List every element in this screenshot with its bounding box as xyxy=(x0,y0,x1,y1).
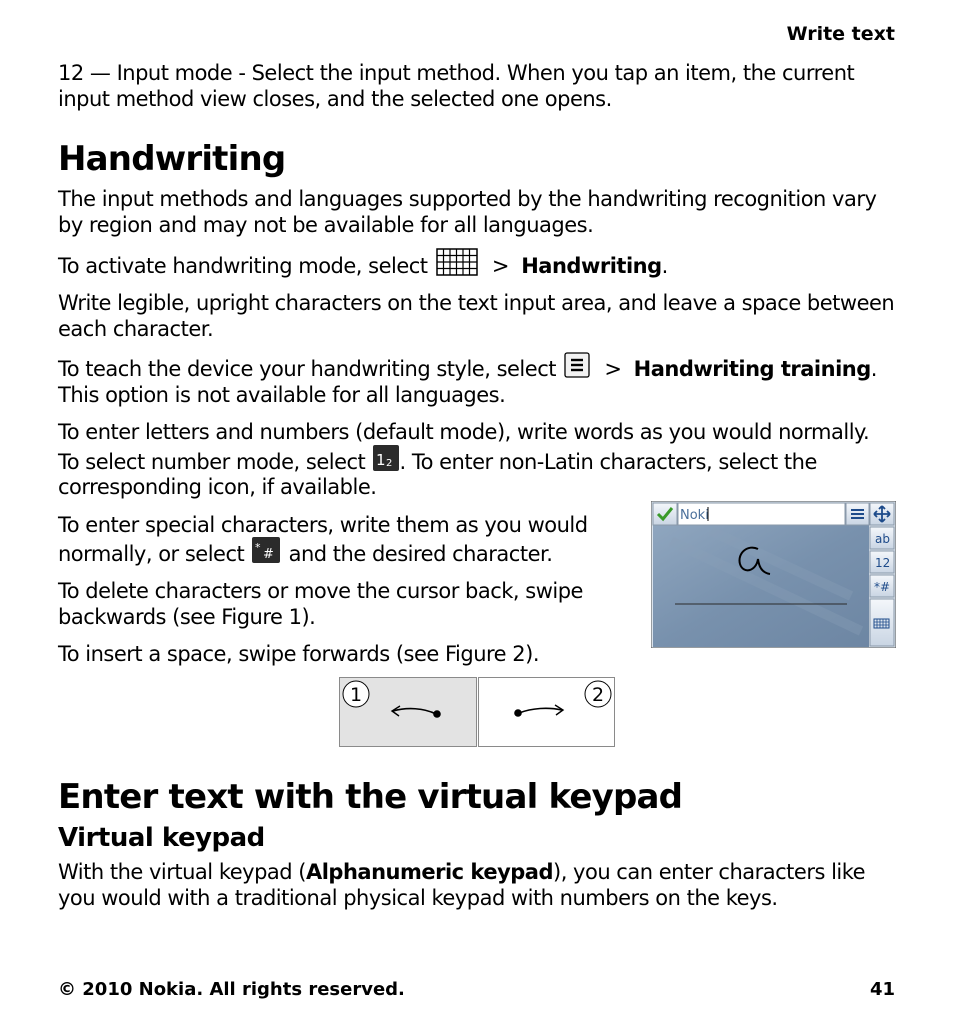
handwriting-p8: To insert a space, swipe forwards (see Figure 2). xyxy=(58,642,540,666)
section-title: Write text xyxy=(786,23,895,45)
intro-paragraph: 12 — Input mode - Select the input method. When you tap an item, the current input method view closes, and the selected one opens. xyxy=(58,61,855,111)
handwriting-p4-line2: This option is not available for all languages. xyxy=(58,383,506,407)
virtual-keypad-paragraph: With the virtual keypad (Alphanumeric keypad), you can enter characters like you would with a traditional physical keypad with numbers on the keys. xyxy=(58,860,866,910)
handwriting-p2: To activate handwriting mode, select > Handwriting. xyxy=(58,250,668,284)
svg-text:#: # xyxy=(263,547,274,562)
handwriting-heading: Handwriting xyxy=(58,139,286,179)
svg-text:2: 2 xyxy=(386,458,393,469)
handwriting-p1: The input methods and languages supported by the handwriting recognition vary by region and may not be available for all languages. xyxy=(58,187,877,237)
svg-text:1: 1 xyxy=(376,451,386,469)
figure-2-label: 2 xyxy=(591,684,605,706)
swipe-figures xyxy=(339,677,615,747)
handwriting-p5-line1: To enter letters and numbers (default mode), write words as you would normally. xyxy=(58,420,870,444)
special-characters-icon xyxy=(252,537,280,569)
side-button-special: *# xyxy=(874,580,891,594)
handwriting-field-text: Noki xyxy=(680,508,709,523)
side-button-ab: ab xyxy=(875,532,890,546)
handwriting-p4: To teach the device your handwriting style, select > Handwriting training. xyxy=(58,354,877,386)
handwriting-screen-illustration xyxy=(651,501,896,648)
copyright: © 2010 Nokia. All rights reserved. xyxy=(58,979,405,1000)
handwriting-p3: Write legible, upright characters on the text input area, and leave a space between each character. xyxy=(58,291,895,341)
number-mode-icon xyxy=(373,445,399,477)
virtual-keypad-subheading: Virtual keypad xyxy=(58,823,265,853)
svg-text:*: * xyxy=(255,541,261,554)
virtual-keypad-heading: Enter text with the virtual keypad xyxy=(58,777,683,817)
keypad-grid-icon xyxy=(436,248,478,282)
handwriting-p6-line2: normally, or select * # and the desired character. xyxy=(58,539,552,571)
side-button-12: 12 xyxy=(875,556,891,570)
handwriting-p5-line3: corresponding icon, if available. xyxy=(58,475,377,499)
handwriting-p5-line2: To select number mode, select 1 2 . To enter non-Latin characters, select the xyxy=(58,447,817,479)
page-number: 41 xyxy=(869,979,895,1000)
handwriting-p6-line1: To enter special characters, write them as you would xyxy=(58,513,588,537)
figure-1-label: 1 xyxy=(349,684,363,706)
handwriting-p7: To delete characters or move the cursor back, swipe backwards (see Figure 1). xyxy=(58,579,583,629)
options-menu-icon xyxy=(564,352,590,384)
